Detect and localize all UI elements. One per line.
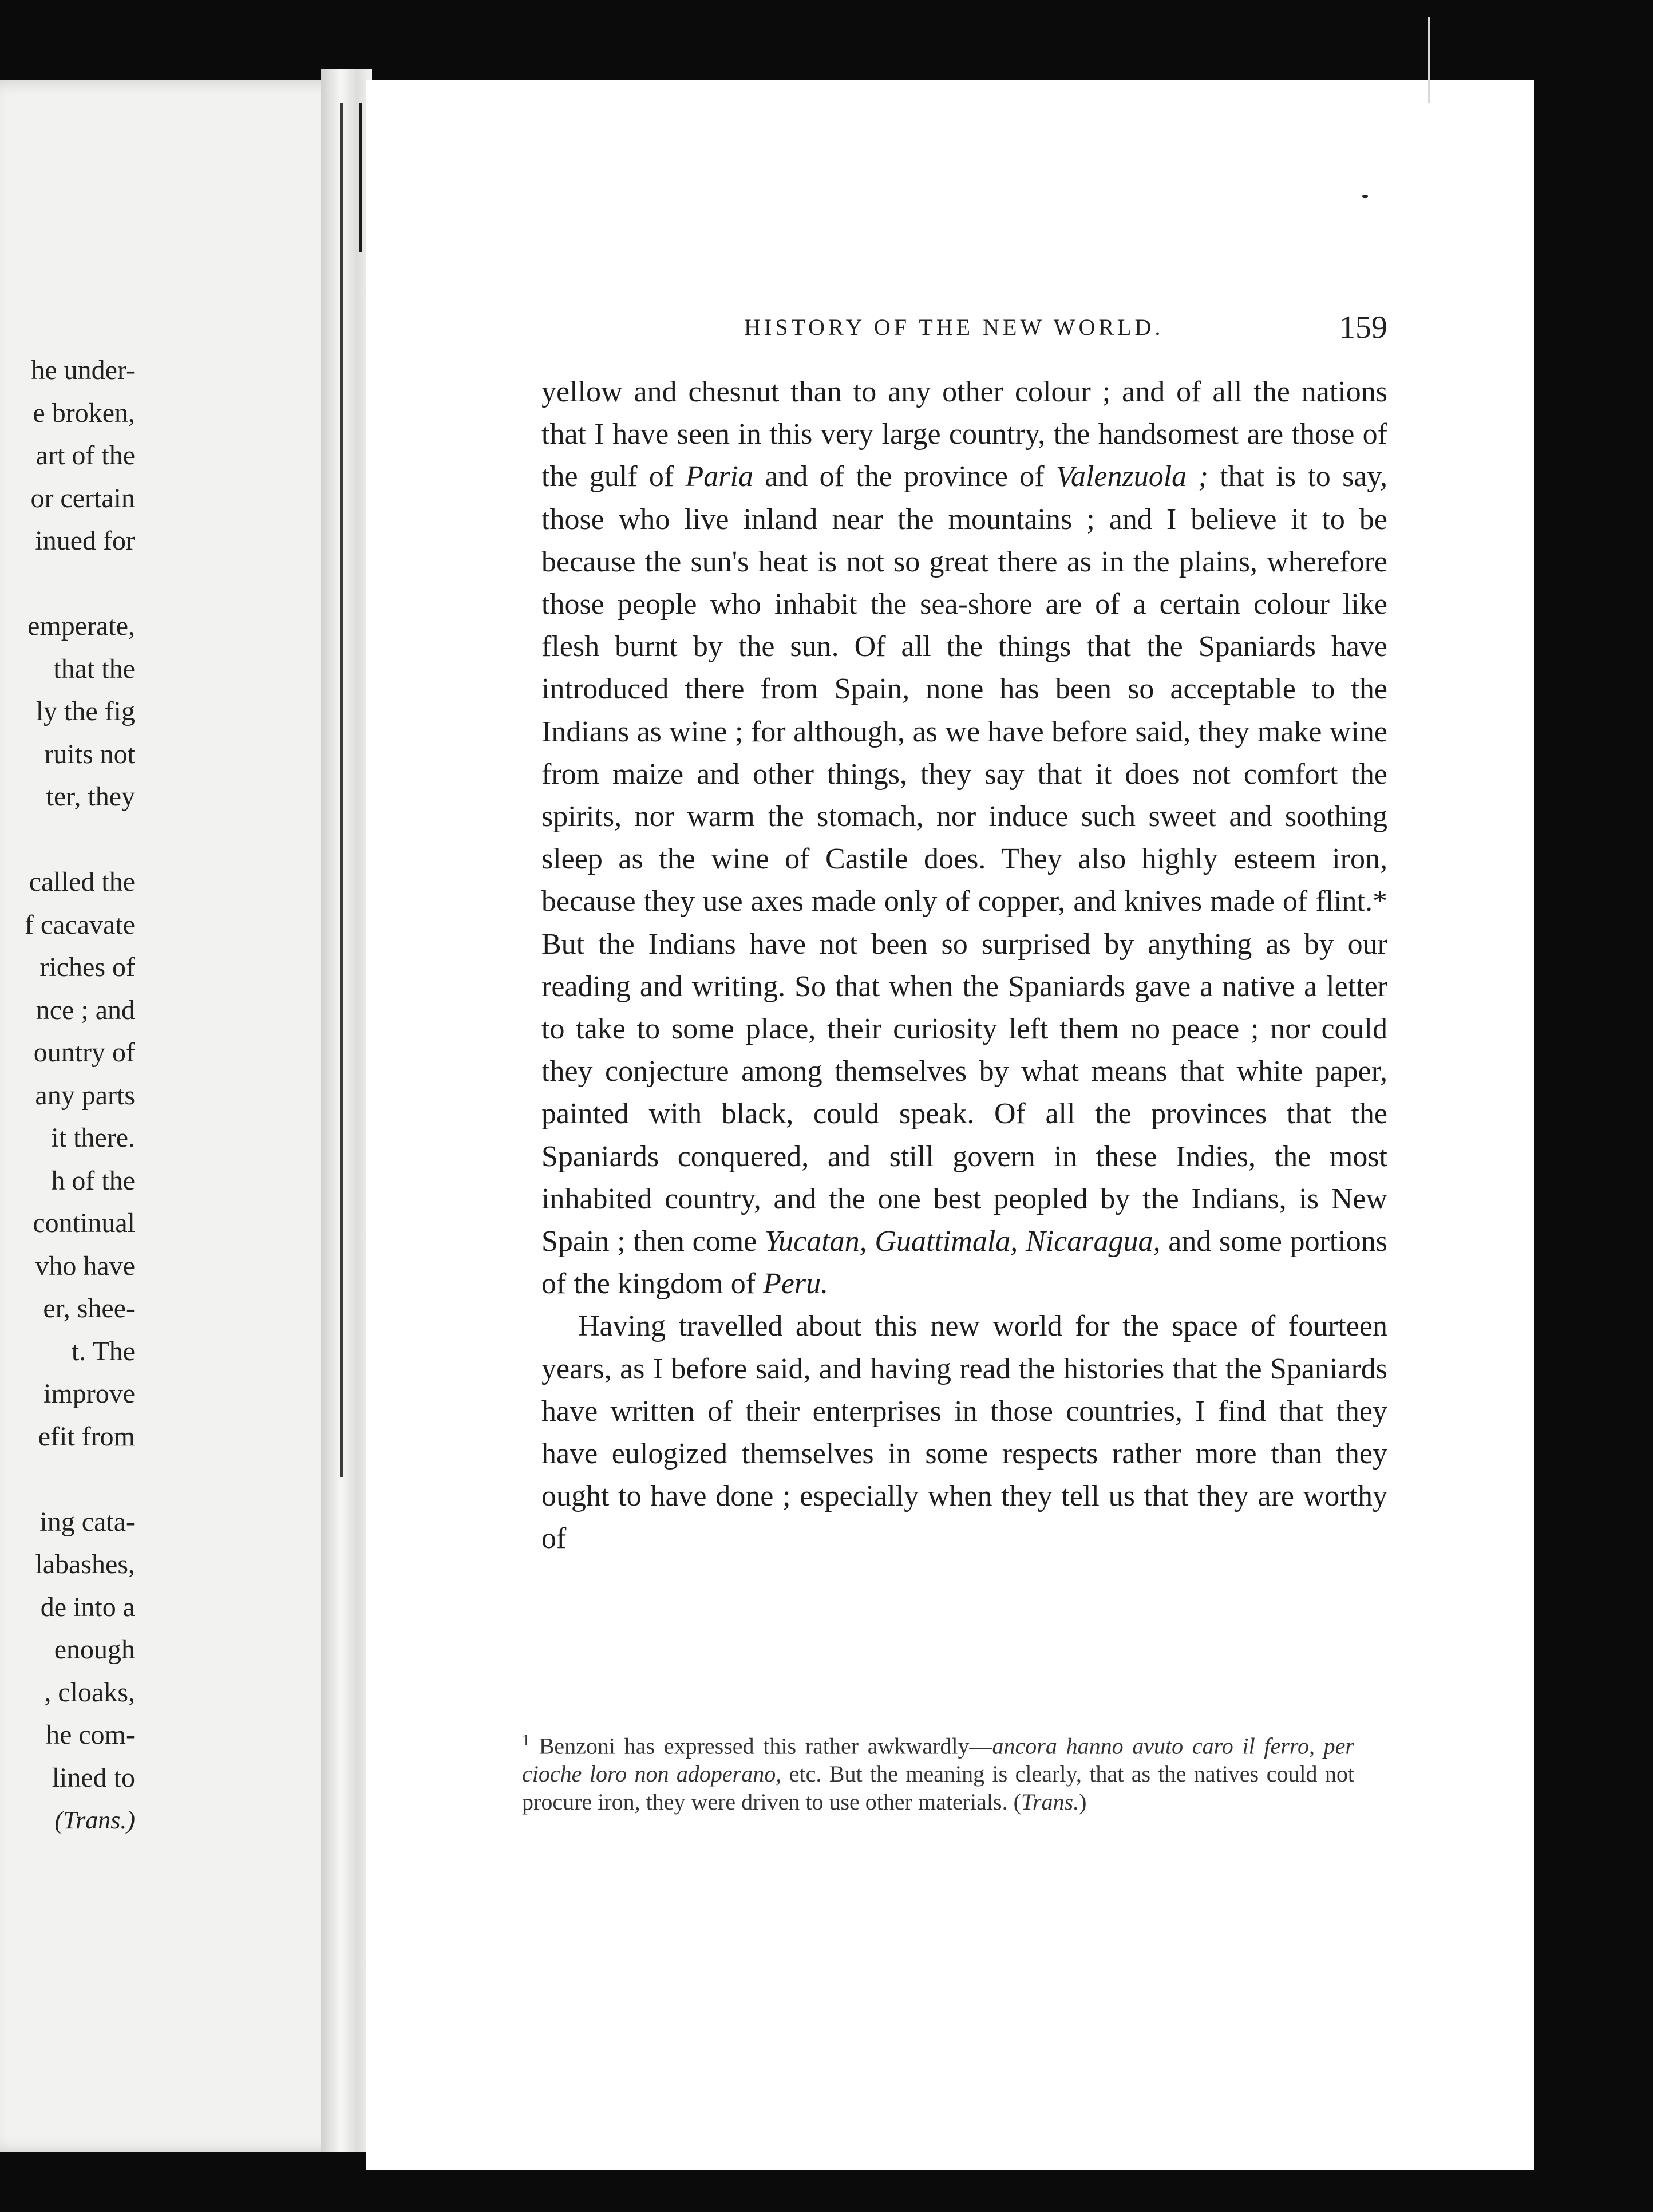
left-page-line: vho have bbox=[35, 1250, 135, 1281]
text-run: Benzoni has expressed this rather awkwardly— bbox=[530, 1733, 992, 1759]
left-page-line: improve bbox=[43, 1378, 135, 1409]
left-page-line: de into a bbox=[40, 1591, 135, 1622]
left-page-text bbox=[0, 349, 135, 1842]
left-page bbox=[0, 80, 350, 2152]
left-page-line: h of the bbox=[51, 1165, 135, 1196]
italic-text: Yucatan, Guattimala, Nicaragua, bbox=[765, 1225, 1161, 1258]
left-page-line: inued for bbox=[35, 526, 135, 556]
left-page-line bbox=[0, 819, 135, 862]
left-page-line: ountry of bbox=[33, 1037, 135, 1068]
body-text bbox=[541, 371, 1387, 1561]
left-page-line: continual bbox=[33, 1208, 135, 1238]
left-page-line: emperate, bbox=[27, 611, 135, 641]
scan-artifact-line bbox=[1428, 17, 1430, 103]
italic-text: Trans. bbox=[1021, 1789, 1079, 1815]
left-page-line: called the bbox=[29, 867, 135, 897]
left-page-line: art of the bbox=[35, 440, 135, 471]
left-page-line: nce ; and bbox=[35, 994, 135, 1025]
left-page-line: ter, they bbox=[46, 781, 135, 812]
left-page-line: he com- bbox=[46, 1720, 135, 1750]
left-page-line bbox=[0, 563, 135, 606]
text-run: and of the province of bbox=[753, 460, 1056, 493]
text-run: that is to say, those who live inland near the mountains ; and I believe it to be because the sun's heat is not so great there as in the plains, wherefore those people who inhabit the sea-shore are of a certain colour like flesh burnt by the sun. Of all the things that the Spaniards have introduced there from Spain, none has been so acceptable to the Indians as wine ; for although, as we have before said, they make wine from maize and other things, they say that it does not comfort the spirits, nor warm the stomach, nor induce such sweet and soothing sleep as the wine of Castile does. They also highly esteem iron, because they use axes made only of copper, and knives made of flint.* But the Indians have not been so surprised by anything as by our reading and writing. So that when the Spaniards gave a native a letter to take to some place, their curiosity left them no peace ; nor could they conjecture among themselves by what means that white paper, painted with black, could speak. Of all the provinces that the Spaniards conquered, and still govern in these Indies, the most inhabited country, and the one best peopled by the Indians, is New Spain ; then come bbox=[541, 460, 1388, 1258]
left-page-line: or certain bbox=[30, 483, 135, 514]
left-page-line: er, shee- bbox=[43, 1293, 135, 1324]
italic-text: Paria bbox=[685, 460, 753, 493]
left-page-line: ing cata- bbox=[39, 1506, 135, 1537]
left-page-line: that the bbox=[53, 653, 135, 684]
paragraph-1 bbox=[541, 371, 1387, 1305]
dust-speck bbox=[1362, 195, 1368, 198]
italic-text: Peru. bbox=[763, 1267, 829, 1301]
left-page-line: (Trans.) bbox=[54, 1806, 135, 1834]
left-page-line: it there. bbox=[51, 1123, 135, 1153]
text-run: Having travelled about this new world for the space of fourteen years, as I before said, and having read the histories that the Spaniards have written of their enterprises in those countries, I find that they have eulogized themselves in some respects rather more than they ought to have done ; especially when they tell us that they are worthy of bbox=[541, 1310, 1387, 1555]
italic-text: ancora hanno avuto caro il ferro, per cioche loro non adoperano, bbox=[522, 1733, 1355, 1787]
left-page-line: he under- bbox=[31, 355, 135, 385]
gutter-shadow-line-short bbox=[359, 103, 362, 252]
text-run: ) bbox=[1079, 1789, 1087, 1815]
left-page-line: ly the fig bbox=[35, 696, 135, 726]
left-page-line: efit from bbox=[38, 1421, 135, 1452]
left-page-line: ruits not bbox=[44, 738, 135, 769]
left-page-line bbox=[0, 1458, 135, 1501]
paragraph-2 bbox=[541, 1305, 1387, 1560]
italic-text: Valenzuola ; bbox=[1055, 460, 1208, 493]
left-page-line: any parts bbox=[35, 1080, 135, 1111]
left-page-line: lined to bbox=[52, 1762, 135, 1793]
text-run: yellow and chesnut than to any other colour ; and of all the nations that I have seen in this very large country, the handsomest are those of the gulf of bbox=[541, 376, 1387, 493]
text-run: and some portions of the kingdom of bbox=[541, 1225, 1388, 1301]
left-page-line: labashes, bbox=[35, 1549, 135, 1579]
left-page-line: enough bbox=[54, 1634, 135, 1665]
left-page-line: f cacavate bbox=[24, 909, 135, 940]
running-head: HISTORY OF THE NEW WORLD. bbox=[744, 314, 1164, 340]
text-run: etc. But the meaning is clearly, that as the natives could not procure iron, they were driven to use other materials. ( bbox=[522, 1761, 1355, 1815]
book-gutter bbox=[321, 69, 372, 2152]
page-number: 159 bbox=[1339, 310, 1387, 345]
footnote bbox=[522, 1727, 1354, 1816]
left-page-line: , cloaks, bbox=[44, 1677, 135, 1708]
left-page-line: e broken, bbox=[33, 397, 135, 428]
left-page-line: t. The bbox=[71, 1336, 135, 1366]
text-run: 1 bbox=[522, 1732, 530, 1749]
gutter-shadow-line bbox=[340, 103, 343, 1477]
left-page-line: riches of bbox=[39, 952, 135, 982]
